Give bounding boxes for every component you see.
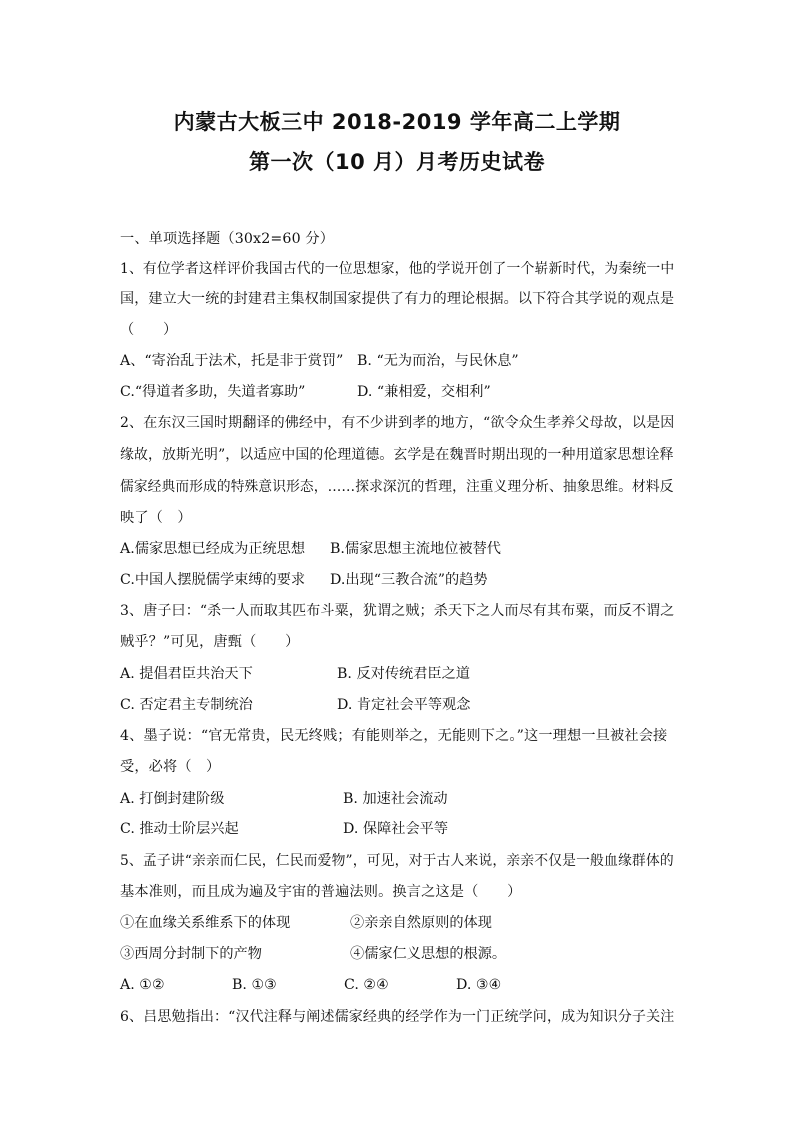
option-a: A. ①② bbox=[120, 977, 165, 993]
option-d: D. 肯定社会平等观念 bbox=[337, 697, 471, 713]
option-b: B. 加速社会流动 bbox=[343, 791, 448, 807]
option-d: D.出现“三教合流”的趋势 bbox=[330, 572, 488, 588]
question-stem-line: 3、唐子曰：“杀一人而取其匹布斗粟，犹谓之贼；杀天下之人而尽有其布粟，而反不谓之 bbox=[120, 603, 675, 619]
question-stem-line: （ ） bbox=[120, 322, 178, 338]
question-stem-line: 国，建立大一统的封建君主集权制国家提供了有力的理论根据。以下符合其学说的观点是 bbox=[120, 291, 675, 307]
statement-2: ②亲亲自然原则的体现 bbox=[350, 915, 492, 931]
question-stem-line: 5、孟子讲“亲亲而仁民，仁民而爱物”，可见，对于古人来说，亲亲不仅是一般血缘群体的 bbox=[120, 853, 674, 869]
section-heading: 一、单项选择题（30x2=60 分） bbox=[120, 231, 335, 247]
question-stem-line: 基本准则，而且成为遍及宇宙的普遍法则。换言之这是（ ） bbox=[120, 884, 522, 900]
option-d: D. ③④ bbox=[456, 977, 502, 993]
option-c: C. 否定君主专制统治 bbox=[120, 697, 253, 713]
statement-3: ③西周分封制下的产物 bbox=[120, 946, 262, 962]
question-stem-line: 映了（ ） bbox=[120, 510, 192, 526]
question-stem-line: 儒家经典而形成的特殊意识形态，……探求深沉的哲理，注重义理分析、抽象思维。材料反 bbox=[120, 479, 674, 495]
question-stem-line: 6、吕思勉指出：“汉代注释与阐述儒家经典的经学作为一门正统学问，成为知识分子关注 bbox=[120, 1009, 675, 1025]
statement-1: ①在血缘关系维系下的体现 bbox=[120, 915, 291, 931]
exam-title-line1: 内蒙古大板三中 2018-2019 学年高二上学期 bbox=[173, 110, 621, 134]
option-a: A.儒家思想已经成为正统思想 bbox=[120, 541, 306, 557]
question-stem-line: 1、有位学者这样评价我国古代的一位思想家，他的学说开创了一个崭新时代，为秦统一中 bbox=[120, 261, 675, 277]
option-a: A. 打倒封建阶级 bbox=[120, 791, 225, 807]
option-d: D. 保障社会平等 bbox=[343, 821, 449, 837]
option-b: B. ①③ bbox=[232, 977, 277, 993]
option-c: C. ②④ bbox=[344, 977, 389, 993]
option-c: C.“得道者多助，失道者寡助” bbox=[120, 384, 306, 400]
option-b: B. 反对传统君臣之道 bbox=[337, 666, 470, 682]
statement-4: ④儒家仁义思想的根源。 bbox=[350, 946, 507, 962]
option-c: C. 推动士阶层兴起 bbox=[120, 821, 239, 837]
question-stem-line: 贼乎？”可见，唐甄（ ） bbox=[120, 634, 300, 650]
option-b: B. “无为而治，与民休息” bbox=[357, 353, 519, 369]
option-a: A. 提倡君臣共治天下 bbox=[120, 666, 253, 682]
option-b: B.儒家思想主流地位被替代 bbox=[330, 541, 501, 557]
option-c: C.中国人摆脱儒学束缚的要求 bbox=[120, 572, 306, 588]
exam-title-line2: 第一次（10 月）月考历史试卷 bbox=[248, 150, 546, 174]
question-stem-line: 缘故，放斯光明”，以适应中国的伦理道德。玄学是在魏晋时期出现的一种用道家思想诠释 bbox=[120, 447, 674, 463]
question-stem-line: 4、墨子说：“官无常贵，民无终贱；有能则举之，无能则下之。”这一理想一旦被社会接 bbox=[120, 728, 668, 744]
question-stem-line: 2、在东汉三国时期翻译的佛经中，有不少讲到孝的地方，“欲令众生孝养父母故，以是因 bbox=[120, 415, 675, 431]
option-d: D. “兼相爱，交相利” bbox=[357, 384, 491, 400]
option-a: A、“寄治乱于法术，托是非于赏罚” bbox=[120, 353, 344, 369]
question-stem-line: 受，必将（ ） bbox=[120, 759, 221, 775]
